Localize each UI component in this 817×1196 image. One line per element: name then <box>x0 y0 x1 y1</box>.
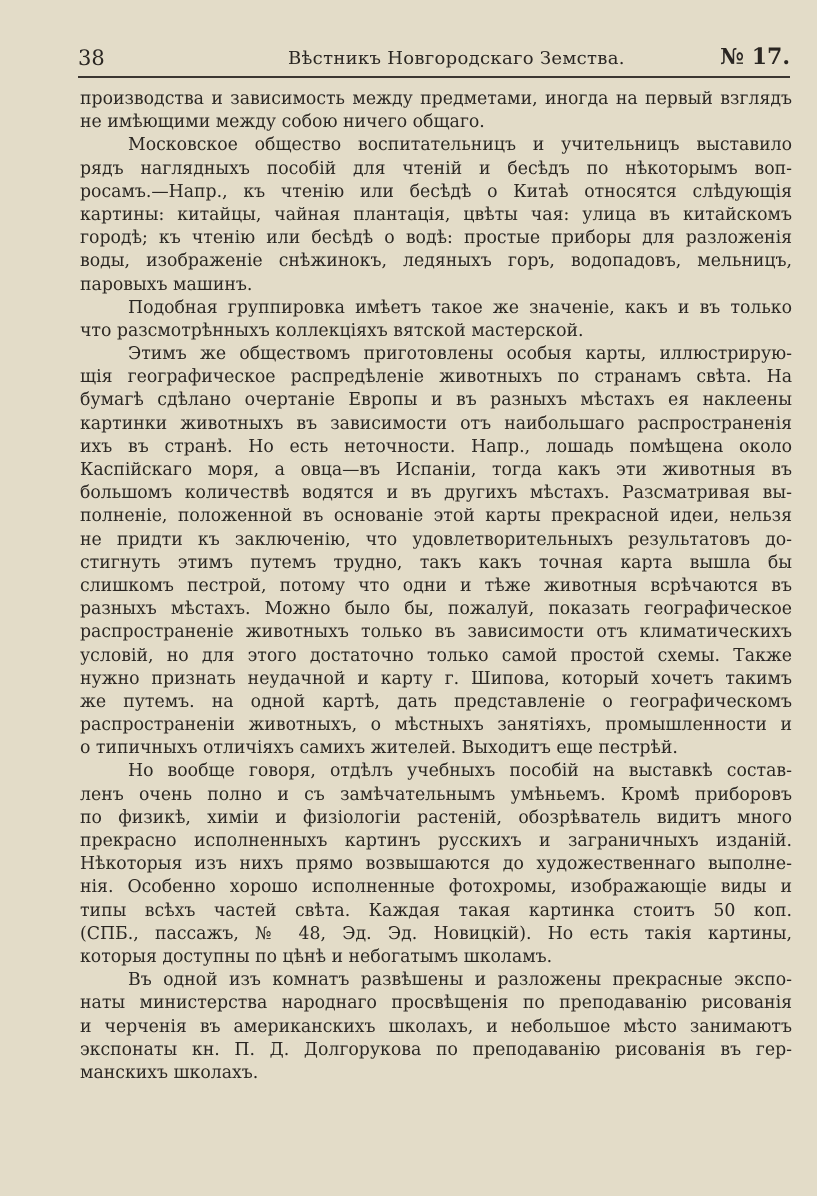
text-line: ихъ въ странѣ. Но есть неточности. Напр., лошадь помѣщена около <box>80 436 792 457</box>
text-line: ленъ очень полно и съ замѣчательнымъ умѣньемъ. Кромѣ приборовъ <box>80 784 792 805</box>
text-line: бумагѣ сдѣлано очертаніе Европы и въ разныхъ мѣстахъ ея наклеены <box>80 390 792 411</box>
text-line: не имѣющими между собою ничего общаго. <box>80 112 485 133</box>
text-line: по физикѣ, химіи и физіологіи растеній, обозрѣватель видитъ много <box>80 807 792 828</box>
text-line: о типичныхъ отличіяхъ самихъ жителей. Выходитъ еще пестрѣй. <box>80 738 678 759</box>
text-line: картинки животныхъ въ зависимости отъ наибольшаго распространенія <box>80 413 792 434</box>
page-number: 38 <box>78 46 105 70</box>
paragraph <box>80 343 792 760</box>
text-line: стигнуть этимъ путемъ трудно, такъ какъ точная карта вышла бы <box>80 552 792 573</box>
paragraph <box>80 969 792 1085</box>
paragraph <box>80 297 792 343</box>
text-line: Подобная группировка имѣетъ такое же значеніе, какъ и въ только <box>128 297 792 318</box>
body-text <box>80 88 792 1085</box>
text-line: слишкомъ пестрой, потому что одни и тѣже животныя всрѣчаются въ <box>80 575 792 596</box>
text-line: (СПБ., пассажъ, № 48, Эд. Эд. Новицкій). Но есть такія картины, <box>80 923 792 944</box>
text-line: производства и зависимость между предметами, иногда на первый взглядъ <box>80 89 792 109</box>
text-line: паровыхъ машинъ. <box>80 274 253 295</box>
text-line: Этимъ же обществомъ приготовлены особыя карты, иллюстрирую- <box>128 344 792 365</box>
text-line: росамъ.—Напр., къ чтенію или бесѣдѣ о Китаѣ относятся слѣдующія <box>80 181 792 202</box>
text-line: прекрасно исполненныхъ картинъ русскихъ и заграничныхъ изданій. <box>80 831 792 851</box>
text-line: Каспійскаго моря, а овца—въ Испаніи, тогда какъ эти животныя въ <box>80 460 792 480</box>
text-line: щія географическое распредѣленіе животныхъ по странамъ свѣта. На <box>80 367 792 388</box>
paragraph <box>80 88 792 134</box>
text-line: Московское общество воспитательницъ и учительницъ выставило <box>128 135 792 156</box>
header-rule <box>78 76 790 78</box>
text-line: распространеніе животныхъ только въ зависимости отъ климатическихъ <box>80 622 792 643</box>
text-line: что разсмотрѣнныхъ коллекціяхъ вятской мастерской. <box>80 320 584 341</box>
text-line: рядъ наглядныхъ пособій для чтеній и бесѣдъ по нѣкоторымъ воп- <box>80 158 792 179</box>
text-line: наты министерства народнаго просвѣщенія по преподаванію рисованія <box>80 993 792 1014</box>
page-header <box>78 42 790 72</box>
text-line: Но вообще говоря, отдѣлъ учебныхъ пособій на выставкѣ состав- <box>128 761 792 782</box>
text-line: полненіе, положенной въ основаніе этой карты прекрасной идеи, нельзя <box>80 506 792 527</box>
journal-title: Вѣстникъ Новгородскаго Земства. <box>288 48 625 69</box>
text-line: не придти къ заключенію, что удовлетворительныхъ результатовъ до- <box>80 529 792 550</box>
text-line: типы всѣхъ частей свѣта. Каждая такая картинка стоитъ 50 коп. <box>80 900 792 921</box>
paragraph <box>80 134 792 296</box>
text-line: воды, изображеніе снѣжинокъ, ледяныхъ горъ, водопадовъ, мельницъ, <box>80 251 792 272</box>
text-line: нужно признать неудачной и карту г. Шипова, который хочетъ такимъ <box>80 668 792 689</box>
text-line: манскихъ школахъ. <box>80 1062 259 1083</box>
text-line: и черченія въ американскихъ школахъ, и небольшое мѣсто занимаютъ <box>80 1016 792 1037</box>
text-line: Въ одной изъ комнатъ развѣшены и разложены прекрасные экспо- <box>128 970 792 991</box>
text-line: картины: китайцы, чайная плантація, цвѣты чая: улица въ китайскомъ <box>80 204 792 225</box>
issue-number: № 17. <box>720 44 790 70</box>
text-line: распространеніи животныхъ, о мѣстныхъ занятіяхъ, промышленности и <box>80 715 792 736</box>
paragraph <box>80 760 792 969</box>
text-line: нія. Особенно хорошо исполненные фотохромы, изображающіе виды и <box>80 877 792 898</box>
text-line: условій, но для этого достаточно только самой простой схемы. Также <box>80 645 792 666</box>
text-line: которыя доступны по цѣнѣ и небогатымъ школамъ. <box>80 946 553 967</box>
text-line: же путемъ. на одной картѣ, дать представленіе о географическомъ <box>80 691 792 712</box>
text-line: городѣ; къ чтенію или бесѣдѣ о водѣ: простые приборы для разложенія <box>80 228 792 249</box>
text-line: разныхъ мѣстахъ. Можно было бы, пожалуй, показать географическое <box>80 599 792 620</box>
text-line: Нѣкоторыя изъ нихъ прямо возвышаются до художественнаго выполне- <box>80 854 792 875</box>
text-line: большомъ количествѣ водятся и въ другихъ мѣстахъ. Разсматривая вы- <box>80 483 792 504</box>
text-line: экспонаты кн. П. Д. Долгорукова по преподаванію рисованія въ гер- <box>80 1039 792 1060</box>
